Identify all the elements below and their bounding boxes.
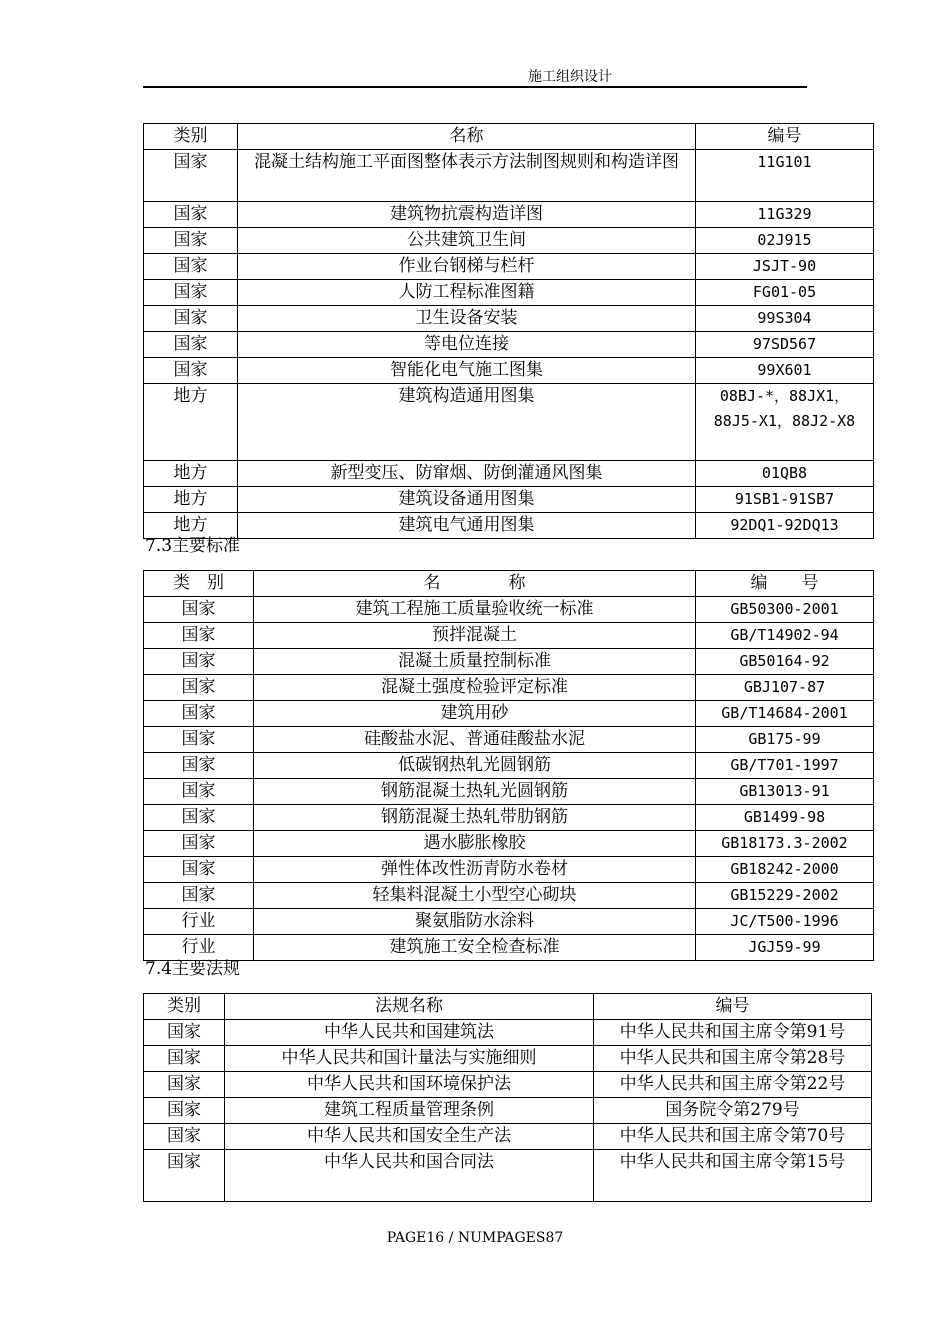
- table-row: [144, 384, 874, 461]
- category-cell: 国家: [144, 228, 238, 254]
- table-row: [144, 332, 874, 358]
- section-heading-standards: 7.3主要标准: [145, 536, 241, 556]
- table-row: [144, 831, 874, 857]
- code-cell: GBJ107-87: [696, 675, 874, 701]
- code-cell: 01QB8: [696, 461, 874, 487]
- column-header: 编号: [594, 994, 872, 1020]
- code-cell: 11G329: [696, 202, 874, 228]
- table-row: [144, 701, 874, 727]
- category-cell: 国家: [144, 202, 238, 228]
- name-cell: 中华人民共和国环境保护法: [225, 1072, 594, 1098]
- name-cell: 建筑工程质量管理条例: [225, 1098, 594, 1124]
- table-row: [144, 805, 874, 831]
- code-cell: GB50300-2001: [696, 597, 874, 623]
- category-cell: 国家: [144, 597, 254, 623]
- table-row: [144, 597, 874, 623]
- table-row: [144, 513, 874, 539]
- code-cell: GB/T14684-2001: [696, 701, 874, 727]
- table-row: [144, 150, 874, 202]
- category-cell: 国家: [144, 150, 238, 202]
- category-cell: 国家: [144, 675, 254, 701]
- code-cell: GB175-99: [696, 727, 874, 753]
- column-header: 编 号: [696, 571, 874, 597]
- page-footer: PAGE16 / NUMPAGES87: [386, 1230, 564, 1246]
- category-cell: 国家: [144, 753, 254, 779]
- category-cell: 国家: [144, 857, 254, 883]
- code-cell: 国务院令第279号: [594, 1098, 872, 1124]
- name-cell: 建筑构造通用图集: [238, 384, 696, 461]
- table-row: [144, 306, 874, 332]
- table-row: [144, 1072, 872, 1098]
- column-header: 类别: [144, 124, 238, 150]
- code-cell: GB13013-91: [696, 779, 874, 805]
- name-cell: 公共建筑卫生间: [238, 228, 696, 254]
- table-row: [144, 649, 874, 675]
- name-cell: 中华人民共和国安全生产法: [225, 1124, 594, 1150]
- name-cell: 聚氨脂防水涂料: [254, 909, 696, 935]
- code-cell: GB50164-92: [696, 649, 874, 675]
- category-cell: 国家: [144, 254, 238, 280]
- code-cell: JGJ59-99: [696, 935, 874, 961]
- code-cell: 中华人民共和国主席令第91号: [594, 1020, 872, 1046]
- name-cell: 弹性体改性沥青防水卷材: [254, 857, 696, 883]
- name-cell: 遇水膨胀橡胶: [254, 831, 696, 857]
- table-row: [144, 623, 874, 649]
- name-cell: 新型变压、防窜烟、防倒灌通风图集: [238, 461, 696, 487]
- code-cell: FG01-05: [696, 280, 874, 306]
- name-cell: 中华人民共和国合同法: [225, 1150, 594, 1202]
- category-cell: 国家: [144, 1020, 225, 1046]
- category-cell: 国家: [144, 831, 254, 857]
- category-cell: 国家: [144, 1124, 225, 1150]
- column-header: 编号: [696, 124, 874, 150]
- name-cell: 建筑用砂: [254, 701, 696, 727]
- code-cell: 99S304: [696, 306, 874, 332]
- name-cell: 等电位连接: [238, 332, 696, 358]
- column-header: 名 称: [254, 571, 696, 597]
- category-cell: 国家: [144, 883, 254, 909]
- name-cell: 预拌混凝土: [254, 623, 696, 649]
- table-row: [144, 254, 874, 280]
- category-cell: 国家: [144, 332, 238, 358]
- category-cell: 国家: [144, 649, 254, 675]
- code-cell: JC/T500-1996: [696, 909, 874, 935]
- category-cell: 地方: [144, 513, 238, 539]
- table-row: [144, 753, 874, 779]
- category-cell: 国家: [144, 358, 238, 384]
- table-row: [144, 675, 874, 701]
- code-cell: 92DQ1-92DQ13: [696, 513, 874, 539]
- category-cell: 国家: [144, 306, 238, 332]
- table-row: [144, 1046, 872, 1072]
- column-header: 类别: [144, 994, 225, 1020]
- name-cell: 人防工程标准图籍: [238, 280, 696, 306]
- code-cell: 02J915: [696, 228, 874, 254]
- table-row: [144, 358, 874, 384]
- code-cell: GB18242-2000: [696, 857, 874, 883]
- table-row: [144, 909, 874, 935]
- name-cell: 建筑工程施工质量验收统一标准: [254, 597, 696, 623]
- table-header-row: [144, 571, 874, 597]
- code-cell: GB18173.3-2002: [696, 831, 874, 857]
- category-cell: 国家: [144, 623, 254, 649]
- name-cell: 建筑设备通用图集: [238, 487, 696, 513]
- category-cell: 国家: [144, 1150, 225, 1202]
- page-header-title: 施工组织设计: [528, 69, 612, 85]
- category-cell: 地方: [144, 384, 238, 461]
- name-cell: 建筑物抗震构造详图: [238, 202, 696, 228]
- name-cell: 建筑施工安全检查标准: [254, 935, 696, 961]
- code-cell: JSJT-90: [696, 254, 874, 280]
- name-cell: 混凝土强度检验评定标准: [254, 675, 696, 701]
- table-row: [144, 727, 874, 753]
- category-cell: 地方: [144, 487, 238, 513]
- table-row: [144, 1124, 872, 1150]
- category-cell: 国家: [144, 1098, 225, 1124]
- table-row: [144, 202, 874, 228]
- code-cell: 91SB1-91SB7: [696, 487, 874, 513]
- category-cell: 国家: [144, 1046, 225, 1072]
- category-cell: 行业: [144, 909, 254, 935]
- table-header-row: [144, 994, 872, 1020]
- name-cell: 卫生设备安装: [238, 306, 696, 332]
- category-cell: 行业: [144, 935, 254, 961]
- category-cell: 国家: [144, 779, 254, 805]
- name-cell: 中华人民共和国计量法与实施细则: [225, 1046, 594, 1072]
- name-cell: 钢筋混凝土热轧带肋钢筋: [254, 805, 696, 831]
- table-row: [144, 935, 874, 961]
- atlas-table: [143, 123, 874, 539]
- table-header-row: [144, 124, 874, 150]
- header-rule: [143, 86, 807, 88]
- table-row: [144, 1150, 872, 1202]
- column-header: 法规名称: [225, 994, 594, 1020]
- column-header: 类 别: [144, 571, 254, 597]
- code-cell: 中华人民共和国主席令第15号: [594, 1150, 872, 1202]
- code-cell: 中华人民共和国主席令第28号: [594, 1046, 872, 1072]
- code-cell: 中华人民共和国主席令第70号: [594, 1124, 872, 1150]
- code-cell: 97SD567: [696, 332, 874, 358]
- code-cell: GB/T14902-94: [696, 623, 874, 649]
- code-cell: 11G101: [696, 150, 874, 202]
- code-cell: GB1499-98: [696, 805, 874, 831]
- name-cell: 中华人民共和国建筑法: [225, 1020, 594, 1046]
- name-cell: 低碳钢热轧光圆钢筋: [254, 753, 696, 779]
- code-cell: GB15229-2002: [696, 883, 874, 909]
- category-cell: 国家: [144, 805, 254, 831]
- category-cell: 国家: [144, 1072, 225, 1098]
- code-cell: 99X601: [696, 358, 874, 384]
- table-row: [144, 461, 874, 487]
- table-row: [144, 883, 874, 909]
- table-row: [144, 1098, 872, 1124]
- table-row: [144, 779, 874, 805]
- name-cell: 轻集料混凝土小型空心砌块: [254, 883, 696, 909]
- category-cell: 地方: [144, 461, 238, 487]
- name-cell: 智能化电气施工图集: [238, 358, 696, 384]
- name-cell: 混凝土结构施工平面图整体表示方法制图规则和构造详图: [238, 150, 696, 202]
- table-row: [144, 280, 874, 306]
- section-heading-regulations: 7.4主要法规: [145, 959, 241, 979]
- regulations-table: [143, 993, 872, 1202]
- table-row: [144, 1020, 872, 1046]
- standards-table: [143, 570, 874, 961]
- category-cell: 国家: [144, 280, 238, 306]
- name-cell: 硅酸盐水泥、普通硅酸盐水泥: [254, 727, 696, 753]
- category-cell: 国家: [144, 701, 254, 727]
- code-cell: GB/T701-1997: [696, 753, 874, 779]
- name-cell: 钢筋混凝土热轧光圆钢筋: [254, 779, 696, 805]
- table-row: [144, 487, 874, 513]
- table-row: [144, 228, 874, 254]
- name-cell: 混凝土质量控制标准: [254, 649, 696, 675]
- category-cell: 国家: [144, 727, 254, 753]
- name-cell: 建筑电气通用图集: [238, 513, 696, 539]
- column-header: 名称: [238, 124, 696, 150]
- code-cell: 08BJ-*，88JX1，88J5-X1，88J2-X8: [696, 384, 874, 461]
- name-cell: 作业台钢梯与栏杆: [238, 254, 696, 280]
- code-cell: 中华人民共和国主席令第22号: [594, 1072, 872, 1098]
- table-row: [144, 857, 874, 883]
